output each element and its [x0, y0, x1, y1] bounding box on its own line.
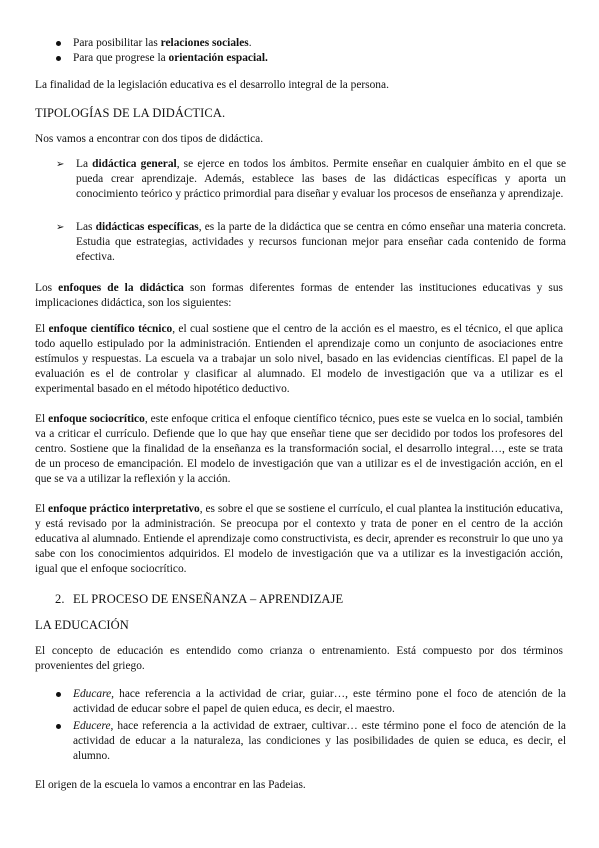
list-item: [56, 51, 566, 66]
arrow-list-item: [56, 157, 566, 202]
arrow-item-text-end: , se ejerce en todos los ámbitos. Permite enseñar en cualquier ámbito en el que se pueda crear aprendizaje. Además, establece las bases de las didácticas específicas y aporta un conocimiento teórico y práctico primordial para diseñar y evaluar los procesos de enseñanza y aprendizaje.: [76, 158, 566, 200]
text: , este enfoque critica el enfoque científico técnico, pues este se vuelca en lo social, también va a criticar el currículo. Defiende que lo que hay que enseñar tiene que ser decidido por todos los profesores del centro. Sostiene que la finalidad de la enseñanza es la transformación social, el desarrollo integral…, este se trata de un proceso de emancipación. El modelo de investigación que van a utilizar es el de investigación acción, en el que se va a utilizar la reflexión y la acción.: [35, 413, 563, 485]
heading-educacion: LA EDUCACIÓN: [35, 618, 129, 632]
arrow-item-bold: didácticas específicas: [95, 221, 199, 233]
bold-term: enfoque sociocrítico: [48, 413, 145, 425]
text: Los: [35, 282, 59, 294]
text: , el cual sostiene que el centro de la acción es el maestro, es el técnico, el que aplica todo aquello estipulado por la administración. Entienden el aprendizaje como un conjunto de asociaciones entre estímulos y respuestas. La escuela va a trabajar un solo nivel, basado en las evidencias científicas. El papel de la evaluación es el de controlar y clasificar al alumnado. El modelo de investigación que va a utilizar es el experimental basado en el método hipotético deductivo.: [35, 323, 564, 395]
paragraph-enfoques: [35, 281, 563, 311]
heading-tipologias: TIPOLOGÍAS DE LA DIDÁCTICA.: [35, 106, 226, 120]
bullet-text: Para que progrese la: [73, 52, 169, 64]
arrow-item-bold: didáctica general: [92, 158, 177, 170]
arrow-item-text: La: [76, 158, 93, 170]
bullet-bold-text: orientación espacial.: [168, 52, 268, 64]
bold-term: enfoques de la didáctica: [58, 282, 184, 294]
bullet-icon: [56, 51, 70, 66]
bold-term: enfoque práctico interpretativo: [48, 503, 200, 515]
italic-term: Educare,: [73, 688, 115, 700]
text: El: [35, 503, 49, 515]
heading-number: 2.: [55, 592, 65, 606]
paragraph-finalidad: La finalidad de la legislación educativa es el desarrollo integral de la persona.: [35, 79, 389, 91]
text: , es sobre el que se sostiene el currículo, el cual plantea la institución educativa, y está revisado por la administración. Se preocupa por el contexto y trata de poner en el centro de la acción educativa al alumnado. Entiende el aprendizaje como constructivista, es decir, aprender es reconstruir lo que uno ya sabe con los conocimientos adquiridos. El modelo de investigación que va a utilizar es la investigación acción, igual que el enfoque sociocrítico.: [35, 503, 563, 575]
arrow-bullet-icon: ➢: [56, 159, 65, 170]
paragraph-dos-tipos: Nos vamos a encontrar con dos tipos de didáctica.: [35, 133, 264, 145]
paragraph-origen: El origen de la escuela lo vamos a encontrar en las Padeias.: [35, 779, 306, 791]
heading-proceso: [35, 592, 563, 608]
italic-term: Educere: [73, 720, 111, 732]
bullet-icon: [56, 36, 70, 51]
list-item: [56, 687, 566, 717]
list-item: [56, 36, 566, 51]
paragraph-cientifico-tecnico: [35, 322, 563, 397]
bullet-icon: [56, 687, 70, 702]
text: El: [35, 413, 49, 425]
text: El: [35, 323, 49, 335]
bold-term: enfoque científico técnico: [48, 323, 173, 335]
list-item: [56, 719, 566, 764]
bullet-bold-text: relaciones sociales: [160, 37, 249, 49]
text: son formas diferentes formas de entender las instituciones educativas y sus implicaciones didáctica, son los siguientes:: [35, 282, 563, 309]
bullet-icon: [56, 719, 70, 734]
paragraph-concepto: El concepto de educación es entendido como crianza o entrenamiento. Está compuesto por dos términos provenientes del griego.: [35, 645, 563, 672]
paragraph-sociocritico: [35, 412, 563, 487]
bullet-text: , hace referencia a la actividad de extraer, cultivar… este término pone el foco de atención de la actividad de educar a la naturaleza, las condiciones y las posibilidades de quien se educa, es decir, el alumno.: [73, 720, 566, 762]
arrow-item-text-end: , es la parte de la didáctica que se centra en cómo enseñar una materia concreta. Estudia que estrategias, actividades y recursos funcionan mejor para enseñar cada contenido de forma efectiva.: [76, 221, 566, 263]
bullet-text: hace referencia a la actividad de criar, guiar…, este término pone el foco de atención de la actividad de educar sobre el papel de quien educa, es decir, el maestro.: [73, 688, 566, 715]
bullet-text: Para posibilitar las: [73, 37, 161, 49]
arrow-item-text: Las: [76, 221, 96, 233]
arrow-bullet-icon: ➢: [56, 222, 65, 233]
heading-text: EL PROCESO DE ENSEÑANZA – APRENDIZAJE: [73, 592, 344, 606]
paragraph-practico-interpretativo: [35, 502, 563, 577]
bullet-text-end: .: [248, 37, 252, 49]
arrow-list-item: [56, 220, 566, 265]
